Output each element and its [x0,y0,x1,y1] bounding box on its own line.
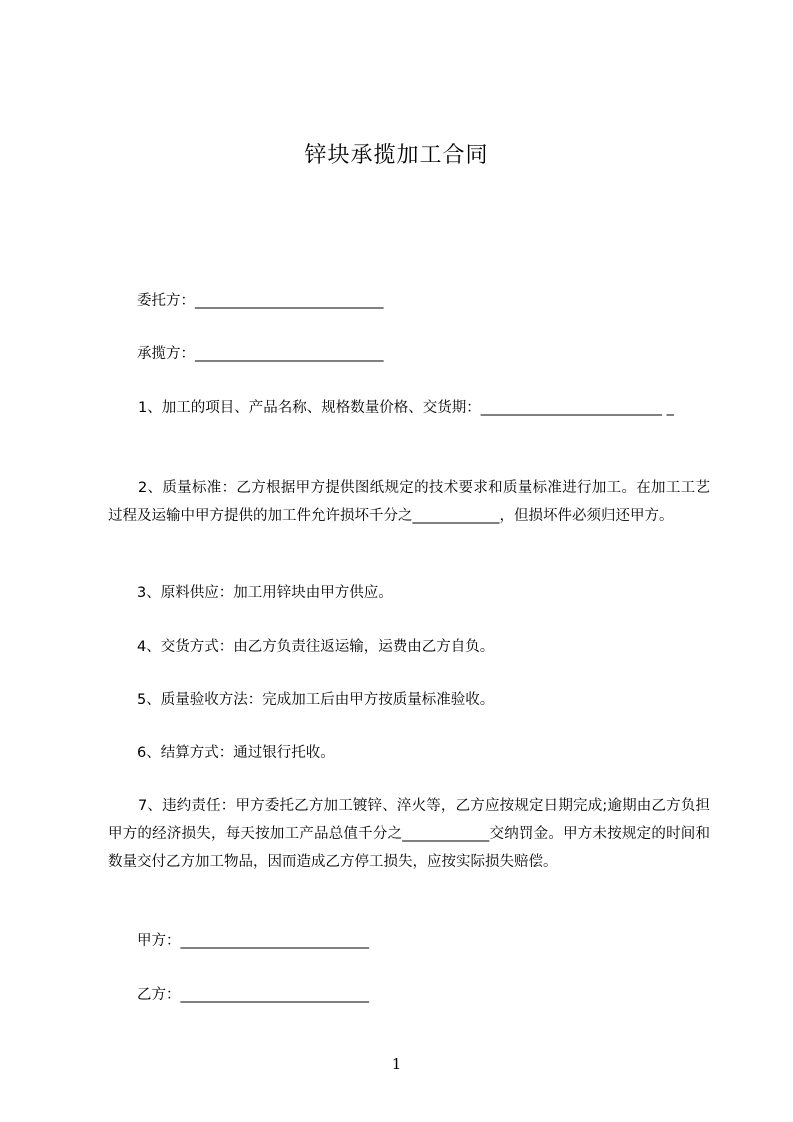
clause-5: 5、质量验收方法：完成加工后由甲方按质量标准验收。 [137,692,495,708]
clause-1: 1、加工的项目、产品名称、规格数量价格、交货期：_________________________ _ [138,400,674,416]
clause-2: 2、质量标准：乙方根据甲方提供图纸规定的技术要求和质量标准进行加工。在加工工艺过程及运输中甲方提供的加工件允许损坏千分之____________，但损坏件必须归还甲方。 [108,480,710,524]
document-title: 锌块承揽加工合同 [304,143,489,168]
clause-6: 6、结算方式：通过银行托收。 [137,745,335,761]
contractor-line: 承揽方：__________________________ [137,346,384,362]
page-number: 1 [391,1055,402,1073]
clause-4: 4、交货方式：由乙方负责往返运输，运费由乙方自负。 [137,639,495,655]
client-line: 委托方：__________________________ [137,293,384,309]
clause-7: 7、违约责任：甲方委托乙方加工镀锌、淬火等，乙方应按规定日期完成;逾期由乙方负担甲方的经济损失，每天按加工产品总值千分之____________交纳罚金。甲方未按规定的时间和数量交付乙方加工物品，因而造成乙方停工损失，应按实际损失赔偿。 [108,798,710,870]
clause-3: 3、原料供应：加工用锌块由甲方供应。 [137,585,393,601]
party-a-line: 甲方：__________________________ [137,933,369,949]
party-b-line: 乙方：__________________________ [137,987,369,1003]
